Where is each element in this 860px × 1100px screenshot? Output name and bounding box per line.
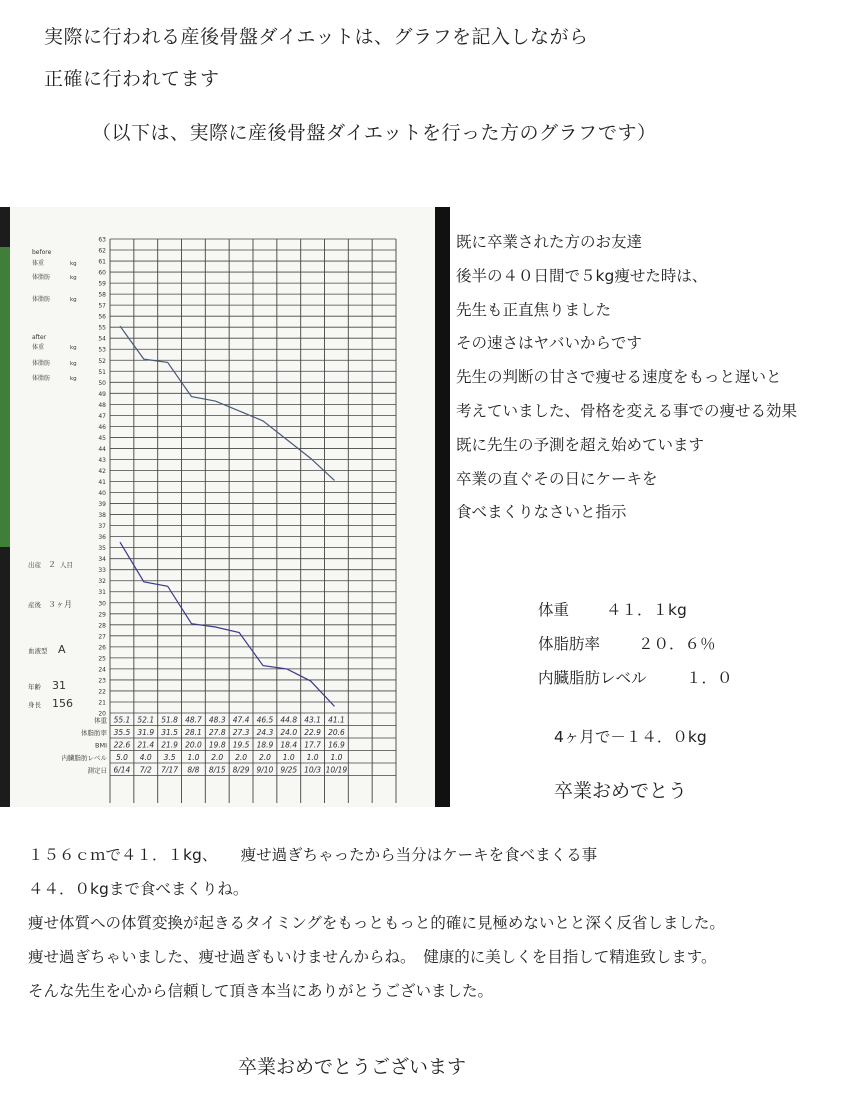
- y-tick-label: 20: [98, 710, 106, 718]
- table-cell: 35.5: [113, 728, 131, 737]
- table-cell: 27.8: [208, 728, 226, 737]
- label-after-field: 体脂肪: [32, 375, 51, 382]
- stat-visceral-value: １．０: [686, 669, 733, 687]
- value-blood: A: [58, 643, 66, 656]
- table-cell: 17.7: [304, 740, 321, 750]
- label-after-field: 体脂肪: [32, 360, 51, 367]
- label-births: 出産: [28, 561, 41, 569]
- table-cell: 28.1: [185, 728, 202, 737]
- table-cell: 22.9: [304, 728, 321, 737]
- table-cell: 55.1: [113, 715, 131, 725]
- side-text-line: 既に卒業された方のお友達: [456, 233, 643, 251]
- table-cell: 18.9: [256, 740, 274, 750]
- table-cell: 1.0: [330, 753, 343, 762]
- stat-weight-value: ４１．１kg: [606, 601, 687, 619]
- y-tick-label: 26: [98, 644, 106, 652]
- footer-line-2: ４４．０kgまで食べまくりね。: [28, 880, 249, 898]
- label-after-field: 体重: [32, 344, 45, 351]
- y-tick-label: 37: [98, 523, 106, 531]
- y-tick-label: 43: [98, 456, 106, 464]
- y-tick-label: 46: [98, 423, 106, 431]
- label-before-field: 体脂肪: [32, 274, 51, 281]
- y-tick-label: 27: [98, 633, 106, 641]
- y-tick-label: 30: [98, 600, 106, 608]
- stat-summary: 4ヶ月で－１４．０kg: [554, 728, 707, 746]
- table-row-label: BMI: [95, 741, 107, 750]
- table-cell: 52.1: [137, 715, 155, 725]
- y-tick-label: 22: [98, 688, 106, 696]
- label-before-field: 体重: [32, 260, 45, 267]
- table-cell: 20.6: [328, 728, 345, 737]
- label-unit: kg: [70, 261, 77, 267]
- table-cell: 2.0: [258, 753, 271, 762]
- table-cell: 7/17: [161, 765, 179, 775]
- y-tick-label: 63: [98, 236, 106, 244]
- table-cell: 4.0: [139, 753, 152, 762]
- y-tick-label: 60: [98, 269, 106, 277]
- y-tick-label: 47: [98, 412, 106, 420]
- table-cell: 1.0: [187, 753, 200, 762]
- stat-fat-label: 体脂肪率: [538, 635, 601, 653]
- table-cell: 6/14: [113, 765, 131, 775]
- y-tick-label: 58: [98, 291, 106, 299]
- table-cell: 31.9: [137, 728, 155, 737]
- stat-visceral-label: 内臓脂肪レベル: [538, 669, 647, 687]
- y-tick-label: 25: [98, 655, 106, 663]
- table-cell: 31.5: [161, 728, 178, 737]
- y-tick-label: 24: [98, 666, 106, 674]
- y-tick-label: 52: [98, 357, 106, 365]
- table-cell: 48.7: [185, 715, 202, 725]
- unit-births: 人目: [60, 561, 73, 569]
- y-tick-label: 51: [98, 368, 106, 376]
- chart-photo: [0, 207, 450, 807]
- label-unit: kg: [70, 297, 77, 303]
- label-after: after: [32, 334, 47, 341]
- table-row-label: 内臓脂肪レベル: [61, 754, 107, 762]
- y-tick-label: 23: [98, 677, 106, 685]
- y-tick-label: 21: [98, 699, 106, 707]
- y-tick-label: 54: [98, 335, 106, 343]
- header-line-1: 実際に行われる産後骨盤ダイエットは、グラフを記入しながら: [44, 26, 589, 48]
- value-height: 156: [52, 697, 73, 710]
- y-tick-label: 39: [98, 501, 106, 509]
- table-row-label: 体脂肪率: [81, 729, 107, 737]
- table-cell: 8/29: [232, 765, 250, 775]
- label-before-field: 体脂肪: [32, 296, 51, 303]
- table-cell: 18.4: [280, 740, 298, 750]
- table-cell: 20.0: [185, 740, 202, 750]
- weight-chart: [10, 207, 435, 807]
- header-line-2: 正確に行われてます: [44, 68, 220, 90]
- stat-weight-label: 体重: [538, 601, 570, 619]
- y-tick-label: 45: [98, 434, 106, 442]
- table-cell: 10/3: [304, 765, 322, 775]
- photo-background-right: [435, 207, 450, 807]
- series-line: [120, 542, 335, 706]
- table-cell: 24.3: [256, 728, 274, 737]
- table-cell: 43.1: [304, 715, 321, 725]
- chart-series: [120, 326, 335, 706]
- side-text-line: 先生の判断の甘さで痩せる速度をもっと遅いと: [456, 368, 782, 387]
- footer-line-5: そんな先生を心から信頼して頂き本当にありがとうございました。: [28, 982, 494, 1000]
- y-tick-label: 50: [98, 379, 106, 387]
- side-text-line: 後半の４０日間で５kg痩せた時は、: [456, 266, 708, 285]
- stat-fat-value: ２０．６％: [638, 635, 716, 653]
- value-postpartum: ３ヶ月: [48, 600, 72, 609]
- header-line-3: （以下は、実際に産後骨盤ダイエットを行った方のグラフです）: [92, 122, 657, 144]
- y-tick-label: 59: [98, 280, 106, 288]
- closing-line: 卒業おめでとうございます: [238, 1056, 467, 1078]
- y-tick-label: 48: [98, 401, 106, 409]
- table-cell: 41.1: [328, 715, 345, 725]
- y-tick-label: 35: [98, 545, 106, 553]
- label-unit: kg: [70, 361, 77, 367]
- y-tick-label: 62: [98, 247, 106, 255]
- table-cell: 19.5: [232, 740, 250, 750]
- y-tick-label: 33: [98, 567, 106, 575]
- y-tick-label: 36: [98, 534, 106, 542]
- label-unit: kg: [70, 345, 77, 351]
- label-unit: kg: [70, 275, 77, 281]
- label-postpartum: 産後: [28, 601, 41, 609]
- label-height: 身長: [28, 701, 41, 709]
- y-tick-label: 44: [98, 445, 106, 453]
- table-cell: 44.8: [280, 715, 298, 725]
- table-cell: 9/25: [280, 765, 298, 775]
- y-tick-label: 55: [98, 324, 106, 332]
- y-tick-label: 28: [98, 622, 106, 630]
- y-tick-label: 40: [98, 490, 106, 498]
- table-row-label: 体重: [94, 716, 107, 725]
- y-tick-label: 61: [98, 258, 106, 266]
- table-cell: 8/15: [208, 765, 226, 775]
- table-cell: 22.6: [113, 740, 131, 750]
- label-unit: kg: [70, 376, 77, 382]
- y-tick-label: 56: [98, 313, 106, 321]
- y-tick-label: 42: [98, 467, 106, 475]
- table-cell: 9/10: [256, 765, 274, 775]
- footer-line-3: 痩せ体質への体質変換が起きるタイミングをもっともっと的確に見極めないとと深く反省しました。: [28, 914, 725, 932]
- table-cell: 2.0: [235, 753, 248, 762]
- table-cell: 46.5: [256, 715, 274, 725]
- table-row-label: 測定日: [87, 766, 107, 775]
- table-cell: 2.0: [211, 753, 224, 762]
- y-tick-label: 34: [98, 556, 106, 564]
- y-tick-label: 31: [98, 589, 106, 597]
- value-births: ２: [48, 560, 56, 569]
- y-tick-label: 32: [98, 578, 106, 586]
- side-text-line: 食べまくりなさいと指示: [456, 503, 627, 522]
- table-cell: 21.9: [161, 740, 178, 750]
- y-tick-label: 53: [98, 346, 106, 354]
- y-tick-label: 41: [98, 479, 106, 487]
- side-text-line: その速さはヤバいからです: [456, 334, 642, 353]
- table-cell: 21.4: [137, 740, 155, 750]
- table-cell: 51.8: [161, 715, 178, 725]
- side-text-line: 考えていました、骨格を変える事での痩せる効果: [456, 402, 798, 420]
- table-cell: 8/8: [187, 765, 200, 775]
- table-cell: 27.3: [232, 728, 250, 737]
- table-cell: 16.9: [328, 740, 345, 750]
- photo-background-left: [0, 247, 10, 547]
- side-text-line: 卒業の直ぐその日にケーキを: [456, 469, 658, 488]
- table-cell: 3.5: [163, 753, 176, 762]
- label-before: before: [32, 249, 52, 256]
- sheet-left-labels: [28, 249, 77, 710]
- table-cell: 10/19: [325, 765, 348, 775]
- table-cell: 1.0: [282, 753, 295, 762]
- y-tick-label: 57: [98, 302, 106, 310]
- y-tick-label: 38: [98, 512, 106, 520]
- value-age: 31: [52, 679, 66, 692]
- table-cell: 47.4: [232, 715, 250, 725]
- side-text-line: 既に先生の予測を超え始めています: [456, 435, 705, 454]
- congrats-heading: 卒業おめでとう: [554, 780, 688, 802]
- table-cell: 5.0: [115, 753, 128, 762]
- y-tick-label: 49: [98, 390, 106, 398]
- side-text-line: 先生も正直焦りました: [456, 300, 612, 319]
- y-tick-label: 29: [98, 611, 106, 619]
- table-cell: 48.3: [208, 715, 226, 725]
- y-tick-labels: [98, 237, 106, 718]
- label-blood: 血液型: [28, 647, 48, 655]
- footer-line-4: 痩せ過ぎちゃいました、痩せ過ぎもいけませんからね。 健康的に美しくを目指して精進致します。: [28, 948, 717, 966]
- label-age: 年齢: [28, 683, 41, 691]
- table-cell: 19.8: [208, 740, 226, 750]
- chart-paper: [10, 207, 435, 807]
- table-cell: 1.0: [306, 753, 319, 762]
- table-cell: 7/2: [139, 765, 152, 775]
- footer-line-1: １５６ｃｍで４１．１kg、 痩せ過ぎちゃったから当分はケーキを食べまくる事: [28, 846, 598, 864]
- table-cell: 24.0: [280, 728, 298, 737]
